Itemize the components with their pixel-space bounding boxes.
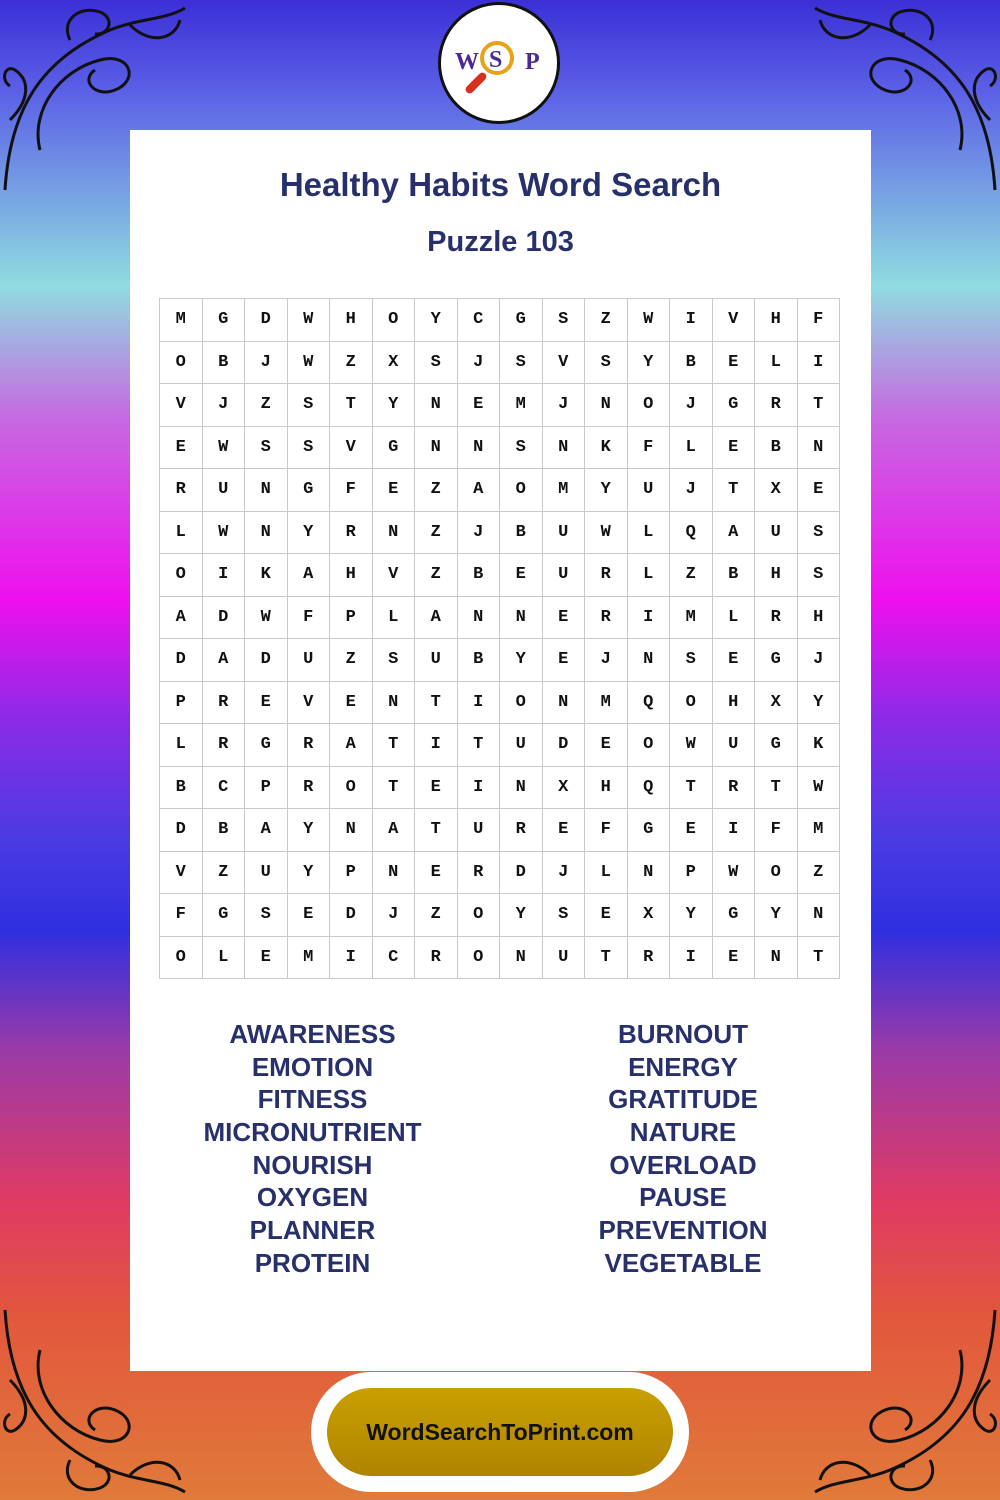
grid-cell[interactable]: G bbox=[755, 639, 798, 682]
grid-cell[interactable]: Z bbox=[203, 852, 246, 895]
grid-cell[interactable]: E bbox=[160, 427, 203, 470]
grid-cell[interactable]: I bbox=[713, 809, 756, 852]
grid-cell[interactable]: Z bbox=[670, 554, 713, 597]
grid-cell[interactable]: E bbox=[543, 809, 586, 852]
grid-cell[interactable]: H bbox=[585, 767, 628, 810]
grid-cell[interactable]: S bbox=[500, 427, 543, 470]
grid-cell[interactable]: O bbox=[160, 554, 203, 597]
grid-cell[interactable]: E bbox=[543, 639, 586, 682]
grid-cell[interactable]: R bbox=[160, 469, 203, 512]
grid-cell[interactable]: R bbox=[288, 724, 331, 767]
grid-cell[interactable]: J bbox=[543, 852, 586, 895]
grid-cell[interactable]: R bbox=[415, 937, 458, 980]
grid-cell[interactable]: B bbox=[713, 554, 756, 597]
grid-cell[interactable]: W bbox=[245, 597, 288, 640]
grid-cell[interactable]: B bbox=[203, 809, 246, 852]
word-list-item: ENERGY bbox=[628, 1051, 738, 1082]
grid-cell[interactable]: L bbox=[628, 512, 671, 555]
grid-cell[interactable]: L bbox=[160, 724, 203, 767]
grid-cell[interactable]: E bbox=[415, 767, 458, 810]
grid-cell[interactable]: P bbox=[670, 852, 713, 895]
grid-cell[interactable]: H bbox=[755, 299, 798, 342]
grid-cell[interactable]: U bbox=[500, 724, 543, 767]
grid-cell[interactable]: C bbox=[458, 299, 501, 342]
grid-cell[interactable]: M bbox=[500, 384, 543, 427]
grid-cell[interactable]: E bbox=[713, 937, 756, 980]
grid-cell[interactable]: G bbox=[203, 299, 246, 342]
grid-cell[interactable]: S bbox=[670, 639, 713, 682]
grid-cell[interactable]: B bbox=[755, 427, 798, 470]
grid-cell[interactable]: N bbox=[500, 597, 543, 640]
grid-cell[interactable]: B bbox=[458, 639, 501, 682]
grid-cell[interactable]: O bbox=[500, 682, 543, 725]
grid-cell[interactable]: O bbox=[330, 767, 373, 810]
grid-cell[interactable]: X bbox=[373, 342, 416, 385]
grid-cell[interactable]: K bbox=[245, 554, 288, 597]
grid-cell[interactable]: B bbox=[203, 342, 246, 385]
grid-cell[interactable]: D bbox=[500, 852, 543, 895]
grid-cell[interactable]: N bbox=[330, 809, 373, 852]
grid-cell[interactable]: F bbox=[585, 809, 628, 852]
grid-cell[interactable]: J bbox=[585, 639, 628, 682]
grid-cell[interactable]: J bbox=[373, 894, 416, 937]
grid-cell[interactable]: F bbox=[798, 299, 841, 342]
grid-cell[interactable]: K bbox=[585, 427, 628, 470]
grid-cell[interactable]: H bbox=[798, 597, 841, 640]
grid-cell[interactable]: O bbox=[160, 937, 203, 980]
page-title: Healthy Habits Word Search bbox=[279, 166, 722, 203]
grid-cell[interactable]: N bbox=[415, 384, 458, 427]
grid-cell[interactable]: J bbox=[245, 342, 288, 385]
grid-cell[interactable]: L bbox=[713, 597, 756, 640]
word-list-item: BURNOUT bbox=[618, 1019, 748, 1049]
grid-cell[interactable]: N bbox=[798, 427, 841, 470]
grid-cell[interactable]: M bbox=[543, 469, 586, 512]
grid-cell[interactable]: Y bbox=[500, 639, 543, 682]
grid-cell[interactable]: L bbox=[160, 512, 203, 555]
grid-cell[interactable]: A bbox=[245, 809, 288, 852]
grid-cell[interactable]: J bbox=[458, 512, 501, 555]
grid-cell[interactable]: F bbox=[628, 427, 671, 470]
grid-cell[interactable]: O bbox=[373, 299, 416, 342]
grid-cell[interactable]: G bbox=[500, 299, 543, 342]
grid-cell[interactable]: N bbox=[755, 937, 798, 980]
grid-cell[interactable]: L bbox=[755, 342, 798, 385]
grid-cell[interactable]: N bbox=[798, 894, 841, 937]
grid-cell[interactable]: A bbox=[458, 469, 501, 512]
grid-cell[interactable]: F bbox=[755, 809, 798, 852]
grid-cell[interactable]: Y bbox=[500, 894, 543, 937]
grid-cell[interactable]: S bbox=[288, 427, 331, 470]
grid-cell[interactable]: U bbox=[458, 809, 501, 852]
grid-cell[interactable]: Z bbox=[330, 639, 373, 682]
grid-cell[interactable]: L bbox=[628, 554, 671, 597]
grid-cell[interactable]: N bbox=[245, 512, 288, 555]
word-list-item: OXYGEN bbox=[256, 1182, 369, 1213]
grid-cell[interactable]: E bbox=[713, 342, 756, 385]
grid-cell[interactable]: Z bbox=[330, 342, 373, 385]
grid-cell[interactable]: W bbox=[203, 512, 246, 555]
grid-cell[interactable]: E bbox=[458, 384, 501, 427]
grid-cell[interactable]: Q bbox=[628, 682, 671, 725]
grid-cell[interactable]: D bbox=[203, 597, 246, 640]
grid-cell[interactable]: B bbox=[670, 342, 713, 385]
grid-cell[interactable]: V bbox=[288, 682, 331, 725]
grid-cell[interactable]: T bbox=[330, 384, 373, 427]
grid-cell[interactable]: D bbox=[160, 639, 203, 682]
grid-cell[interactable]: S bbox=[585, 342, 628, 385]
grid-cell[interactable]: N bbox=[245, 469, 288, 512]
grid-cell[interactable]: N bbox=[585, 384, 628, 427]
grid-cell[interactable]: S bbox=[798, 512, 841, 555]
grid-cell[interactable]: U bbox=[713, 724, 756, 767]
grid-cell[interactable]: I bbox=[203, 554, 246, 597]
grid-cell[interactable]: G bbox=[373, 427, 416, 470]
grid-cell[interactable]: R bbox=[585, 597, 628, 640]
grid-cell[interactable]: B bbox=[458, 554, 501, 597]
grid-cell[interactable]: U bbox=[755, 512, 798, 555]
grid-cell[interactable]: U bbox=[543, 554, 586, 597]
grid-cell[interactable]: I bbox=[628, 597, 671, 640]
grid-cell[interactable]: X bbox=[755, 682, 798, 725]
grid-cell[interactable]: M bbox=[160, 299, 203, 342]
grid-cell[interactable]: E bbox=[798, 469, 841, 512]
grid-cell[interactable]: D bbox=[245, 639, 288, 682]
word-list bbox=[130, 1018, 871, 1280]
grid-cell[interactable]: H bbox=[330, 554, 373, 597]
grid-cell[interactable]: N bbox=[500, 767, 543, 810]
grid-cell[interactable]: E bbox=[245, 682, 288, 725]
grid-cell[interactable]: I bbox=[415, 724, 458, 767]
grid-cell[interactable]: R bbox=[458, 852, 501, 895]
grid-cell[interactable]: J bbox=[798, 639, 841, 682]
grid-cell[interactable]: Z bbox=[415, 512, 458, 555]
grid-cell[interactable]: I bbox=[798, 342, 841, 385]
grid-cell[interactable]: W bbox=[713, 852, 756, 895]
grid-cell[interactable]: U bbox=[203, 469, 246, 512]
grid-cell[interactable]: N bbox=[458, 427, 501, 470]
grid-cell[interactable]: R bbox=[288, 767, 331, 810]
grid-cell[interactable]: T bbox=[585, 937, 628, 980]
grid-cell[interactable]: N bbox=[543, 682, 586, 725]
grid-cell[interactable]: L bbox=[670, 427, 713, 470]
grid-cell[interactable]: O bbox=[500, 469, 543, 512]
grid-cell[interactable]: Z bbox=[245, 384, 288, 427]
grid-cell[interactable]: I bbox=[458, 682, 501, 725]
grid-cell[interactable]: U bbox=[543, 937, 586, 980]
grid-cell[interactable]: O bbox=[755, 852, 798, 895]
grid-cell[interactable]: Y bbox=[373, 384, 416, 427]
grid-cell[interactable]: I bbox=[670, 299, 713, 342]
grid-cell[interactable]: R bbox=[203, 682, 246, 725]
grid-cell[interactable]: I bbox=[458, 767, 501, 810]
grid-cell[interactable]: W bbox=[288, 299, 331, 342]
grid-cell[interactable]: Z bbox=[415, 894, 458, 937]
wsp-logo bbox=[438, 2, 560, 124]
logo-letter-p: P bbox=[525, 49, 540, 75]
grid-cell[interactable]: Y bbox=[288, 512, 331, 555]
grid-cell[interactable]: G bbox=[713, 384, 756, 427]
grid-cell[interactable]: S bbox=[373, 639, 416, 682]
grid-cell[interactable]: B bbox=[500, 512, 543, 555]
grid-cell[interactable]: E bbox=[713, 639, 756, 682]
grid-cell[interactable]: T bbox=[458, 724, 501, 767]
grid-cell[interactable]: X bbox=[628, 894, 671, 937]
grid-cell[interactable]: E bbox=[245, 937, 288, 980]
grid-cell[interactable]: V bbox=[543, 342, 586, 385]
letter-grid bbox=[159, 298, 840, 979]
word-list-item: PREVENTION bbox=[598, 1215, 768, 1246]
grid-cell[interactable]: N bbox=[373, 852, 416, 895]
grid-cell[interactable]: O bbox=[670, 682, 713, 725]
grid-cell[interactable]: J bbox=[670, 469, 713, 512]
grid-cell[interactable]: E bbox=[670, 809, 713, 852]
grid-cell[interactable]: L bbox=[203, 937, 246, 980]
site-link-button[interactable]: WordSearchToPrint.com bbox=[324, 1385, 676, 1479]
grid-cell[interactable]: A bbox=[203, 639, 246, 682]
grid-cell[interactable]: R bbox=[203, 724, 246, 767]
grid-cell[interactable]: P bbox=[160, 682, 203, 725]
grid-cell[interactable]: N bbox=[628, 852, 671, 895]
grid-cell[interactable]: L bbox=[373, 597, 416, 640]
grid-cell[interactable]: Q bbox=[628, 767, 671, 810]
grid-cell[interactable]: J bbox=[203, 384, 246, 427]
grid-cell[interactable]: A bbox=[373, 809, 416, 852]
grid-cell[interactable]: S bbox=[415, 342, 458, 385]
grid-cell[interactable]: A bbox=[288, 554, 331, 597]
grid-cell[interactable]: S bbox=[245, 894, 288, 937]
grid-cell[interactable]: V bbox=[330, 427, 373, 470]
grid-cell[interactable]: W bbox=[798, 767, 841, 810]
grid-cell[interactable]: H bbox=[755, 554, 798, 597]
grid-cell[interactable]: R bbox=[755, 384, 798, 427]
grid-cell[interactable]: G bbox=[755, 724, 798, 767]
grid-cell[interactable]: E bbox=[415, 852, 458, 895]
grid-cell[interactable]: C bbox=[373, 937, 416, 980]
grid-cell[interactable]: T bbox=[415, 809, 458, 852]
grid-cell[interactable]: M bbox=[288, 937, 331, 980]
grid-cell[interactable]: J bbox=[543, 384, 586, 427]
grid-cell[interactable]: Z bbox=[585, 299, 628, 342]
grid-cell[interactable]: S bbox=[245, 427, 288, 470]
grid-cell[interactable]: O bbox=[458, 937, 501, 980]
grid-cell[interactable]: V bbox=[160, 852, 203, 895]
grid-cell[interactable]: E bbox=[585, 724, 628, 767]
grid-cell[interactable]: N bbox=[373, 682, 416, 725]
grid-cell[interactable]: N bbox=[415, 427, 458, 470]
puzzle-sheet bbox=[130, 130, 871, 1371]
grid-cell[interactable]: E bbox=[713, 427, 756, 470]
grid-cell[interactable]: W bbox=[628, 299, 671, 342]
grid-cell[interactable]: S bbox=[543, 894, 586, 937]
grid-cell[interactable]: E bbox=[543, 597, 586, 640]
grid-cell[interactable]: E bbox=[500, 554, 543, 597]
grid-cell[interactable]: G bbox=[245, 724, 288, 767]
grid-cell[interactable]: S bbox=[288, 384, 331, 427]
grid-cell[interactable]: Q bbox=[670, 512, 713, 555]
grid-cell[interactable]: H bbox=[330, 299, 373, 342]
grid-cell[interactable]: R bbox=[585, 554, 628, 597]
grid-cell[interactable]: T bbox=[373, 724, 416, 767]
grid-cell[interactable]: S bbox=[543, 299, 586, 342]
grid-cell[interactable]: N bbox=[458, 597, 501, 640]
grid-cell[interactable]: T bbox=[798, 384, 841, 427]
grid-cell[interactable]: U bbox=[543, 512, 586, 555]
grid-cell[interactable]: R bbox=[330, 512, 373, 555]
grid-cell[interactable]: U bbox=[245, 852, 288, 895]
grid-cell[interactable]: N bbox=[628, 639, 671, 682]
grid-cell[interactable]: V bbox=[373, 554, 416, 597]
grid-cell[interactable]: P bbox=[245, 767, 288, 810]
grid-cell[interactable]: T bbox=[713, 469, 756, 512]
word-list-item: GRATITUDE bbox=[608, 1084, 758, 1115]
grid-cell[interactable]: X bbox=[543, 767, 586, 810]
word-list-item: MICRONUTRIENT bbox=[203, 1117, 422, 1148]
grid-cell[interactable]: R bbox=[755, 597, 798, 640]
grid-cell[interactable]: B bbox=[160, 767, 203, 810]
grid-cell[interactable]: O bbox=[458, 894, 501, 937]
grid-cell[interactable]: K bbox=[798, 724, 841, 767]
grid-cell[interactable]: M bbox=[798, 809, 841, 852]
grid-cell[interactable]: R bbox=[500, 809, 543, 852]
grid-cell[interactable]: Z bbox=[415, 469, 458, 512]
grid-cell[interactable]: O bbox=[160, 342, 203, 385]
grid-cell[interactable]: J bbox=[670, 384, 713, 427]
grid-cell[interactable]: R bbox=[713, 767, 756, 810]
grid-cell[interactable]: I bbox=[330, 937, 373, 980]
grid-cell[interactable]: A bbox=[330, 724, 373, 767]
grid-cell[interactable]: Y bbox=[755, 894, 798, 937]
grid-cell[interactable]: E bbox=[330, 682, 373, 725]
word-list-left-column bbox=[130, 1018, 495, 1280]
puzzle-number: Puzzle 103 bbox=[427, 226, 574, 258]
grid-cell[interactable]: T bbox=[670, 767, 713, 810]
word-list-item: EMOTION bbox=[251, 1051, 374, 1082]
grid-cell[interactable]: E bbox=[288, 894, 331, 937]
word-list-item: PLANNER bbox=[249, 1215, 376, 1246]
grid-cell[interactable]: A bbox=[415, 597, 458, 640]
word-list-item: FITNESS bbox=[257, 1084, 368, 1115]
grid-cell[interactable]: P bbox=[330, 597, 373, 640]
grid-cell[interactable]: E bbox=[373, 469, 416, 512]
grid-cell[interactable]: T bbox=[373, 767, 416, 810]
grid-cell[interactable]: M bbox=[670, 597, 713, 640]
grid-cell[interactable]: N bbox=[500, 937, 543, 980]
grid-cell[interactable]: S bbox=[798, 554, 841, 597]
grid-cell[interactable]: T bbox=[415, 682, 458, 725]
word-list-item: PROTEIN bbox=[254, 1247, 371, 1278]
grid-cell[interactable]: I bbox=[670, 937, 713, 980]
grid-cell[interactable]: Y bbox=[670, 894, 713, 937]
grid-cell[interactable]: X bbox=[755, 469, 798, 512]
grid-cell[interactable]: U bbox=[288, 639, 331, 682]
grid-cell[interactable]: V bbox=[713, 299, 756, 342]
grid-cell[interactable]: Z bbox=[798, 852, 841, 895]
grid-cell[interactable]: O bbox=[628, 724, 671, 767]
grid-cell[interactable]: Y bbox=[288, 852, 331, 895]
grid-cell[interactable]: S bbox=[500, 342, 543, 385]
word-list-right-column bbox=[495, 1018, 871, 1280]
grid-cell[interactable]: F bbox=[330, 469, 373, 512]
grid-cell[interactable]: W bbox=[288, 342, 331, 385]
logo-letter-w: W bbox=[455, 49, 479, 75]
grid-cell[interactable]: H bbox=[713, 682, 756, 725]
grid-cell[interactable]: G bbox=[288, 469, 331, 512]
grid-cell[interactable]: Z bbox=[415, 554, 458, 597]
word-list-item: NOURISH bbox=[252, 1149, 373, 1180]
word-list-item: AWARENESS bbox=[229, 1019, 396, 1049]
grid-cell[interactable]: W bbox=[585, 512, 628, 555]
grid-cell[interactable]: N bbox=[543, 427, 586, 470]
grid-cell[interactable]: T bbox=[798, 937, 841, 980]
word-list-item: NATURE bbox=[629, 1117, 737, 1148]
grid-cell[interactable]: F bbox=[160, 894, 203, 937]
grid-cell[interactable]: T bbox=[755, 767, 798, 810]
grid-cell[interactable]: O bbox=[628, 384, 671, 427]
grid-cell[interactable]: G bbox=[203, 894, 246, 937]
grid-cell[interactable]: V bbox=[160, 384, 203, 427]
grid-cell[interactable]: Y bbox=[288, 809, 331, 852]
grid-cell[interactable]: Y bbox=[798, 682, 841, 725]
grid-cell[interactable]: A bbox=[160, 597, 203, 640]
grid-cell[interactable]: U bbox=[628, 469, 671, 512]
logo-letter-s: S bbox=[489, 47, 503, 73]
grid-cell[interactable]: W bbox=[670, 724, 713, 767]
grid-cell[interactable]: D bbox=[160, 809, 203, 852]
grid-cell[interactable]: Y bbox=[628, 342, 671, 385]
grid-cell[interactable]: W bbox=[203, 427, 246, 470]
grid-cell[interactable]: D bbox=[330, 894, 373, 937]
grid-cell[interactable]: Y bbox=[585, 469, 628, 512]
grid-cell[interactable]: U bbox=[415, 639, 458, 682]
grid-cell[interactable]: L bbox=[585, 852, 628, 895]
grid-cell[interactable]: A bbox=[713, 512, 756, 555]
grid-cell[interactable]: Y bbox=[415, 299, 458, 342]
grid-cell[interactable]: N bbox=[373, 512, 416, 555]
grid-cell[interactable]: R bbox=[628, 937, 671, 980]
grid-cell[interactable]: C bbox=[203, 767, 246, 810]
word-list-item: OVERLOAD bbox=[609, 1149, 757, 1180]
grid-cell[interactable]: E bbox=[585, 894, 628, 937]
grid-cell[interactable]: G bbox=[628, 809, 671, 852]
grid-cell[interactable]: F bbox=[288, 597, 331, 640]
grid-cell[interactable]: G bbox=[713, 894, 756, 937]
grid-cell[interactable]: D bbox=[543, 724, 586, 767]
word-list-item: PAUSE bbox=[639, 1182, 727, 1213]
grid-cell[interactable]: P bbox=[330, 852, 373, 895]
word-list-item: VEGETABLE bbox=[604, 1247, 762, 1278]
grid-cell[interactable]: M bbox=[585, 682, 628, 725]
grid-cell[interactable]: J bbox=[458, 342, 501, 385]
grid-cell[interactable]: D bbox=[245, 299, 288, 342]
